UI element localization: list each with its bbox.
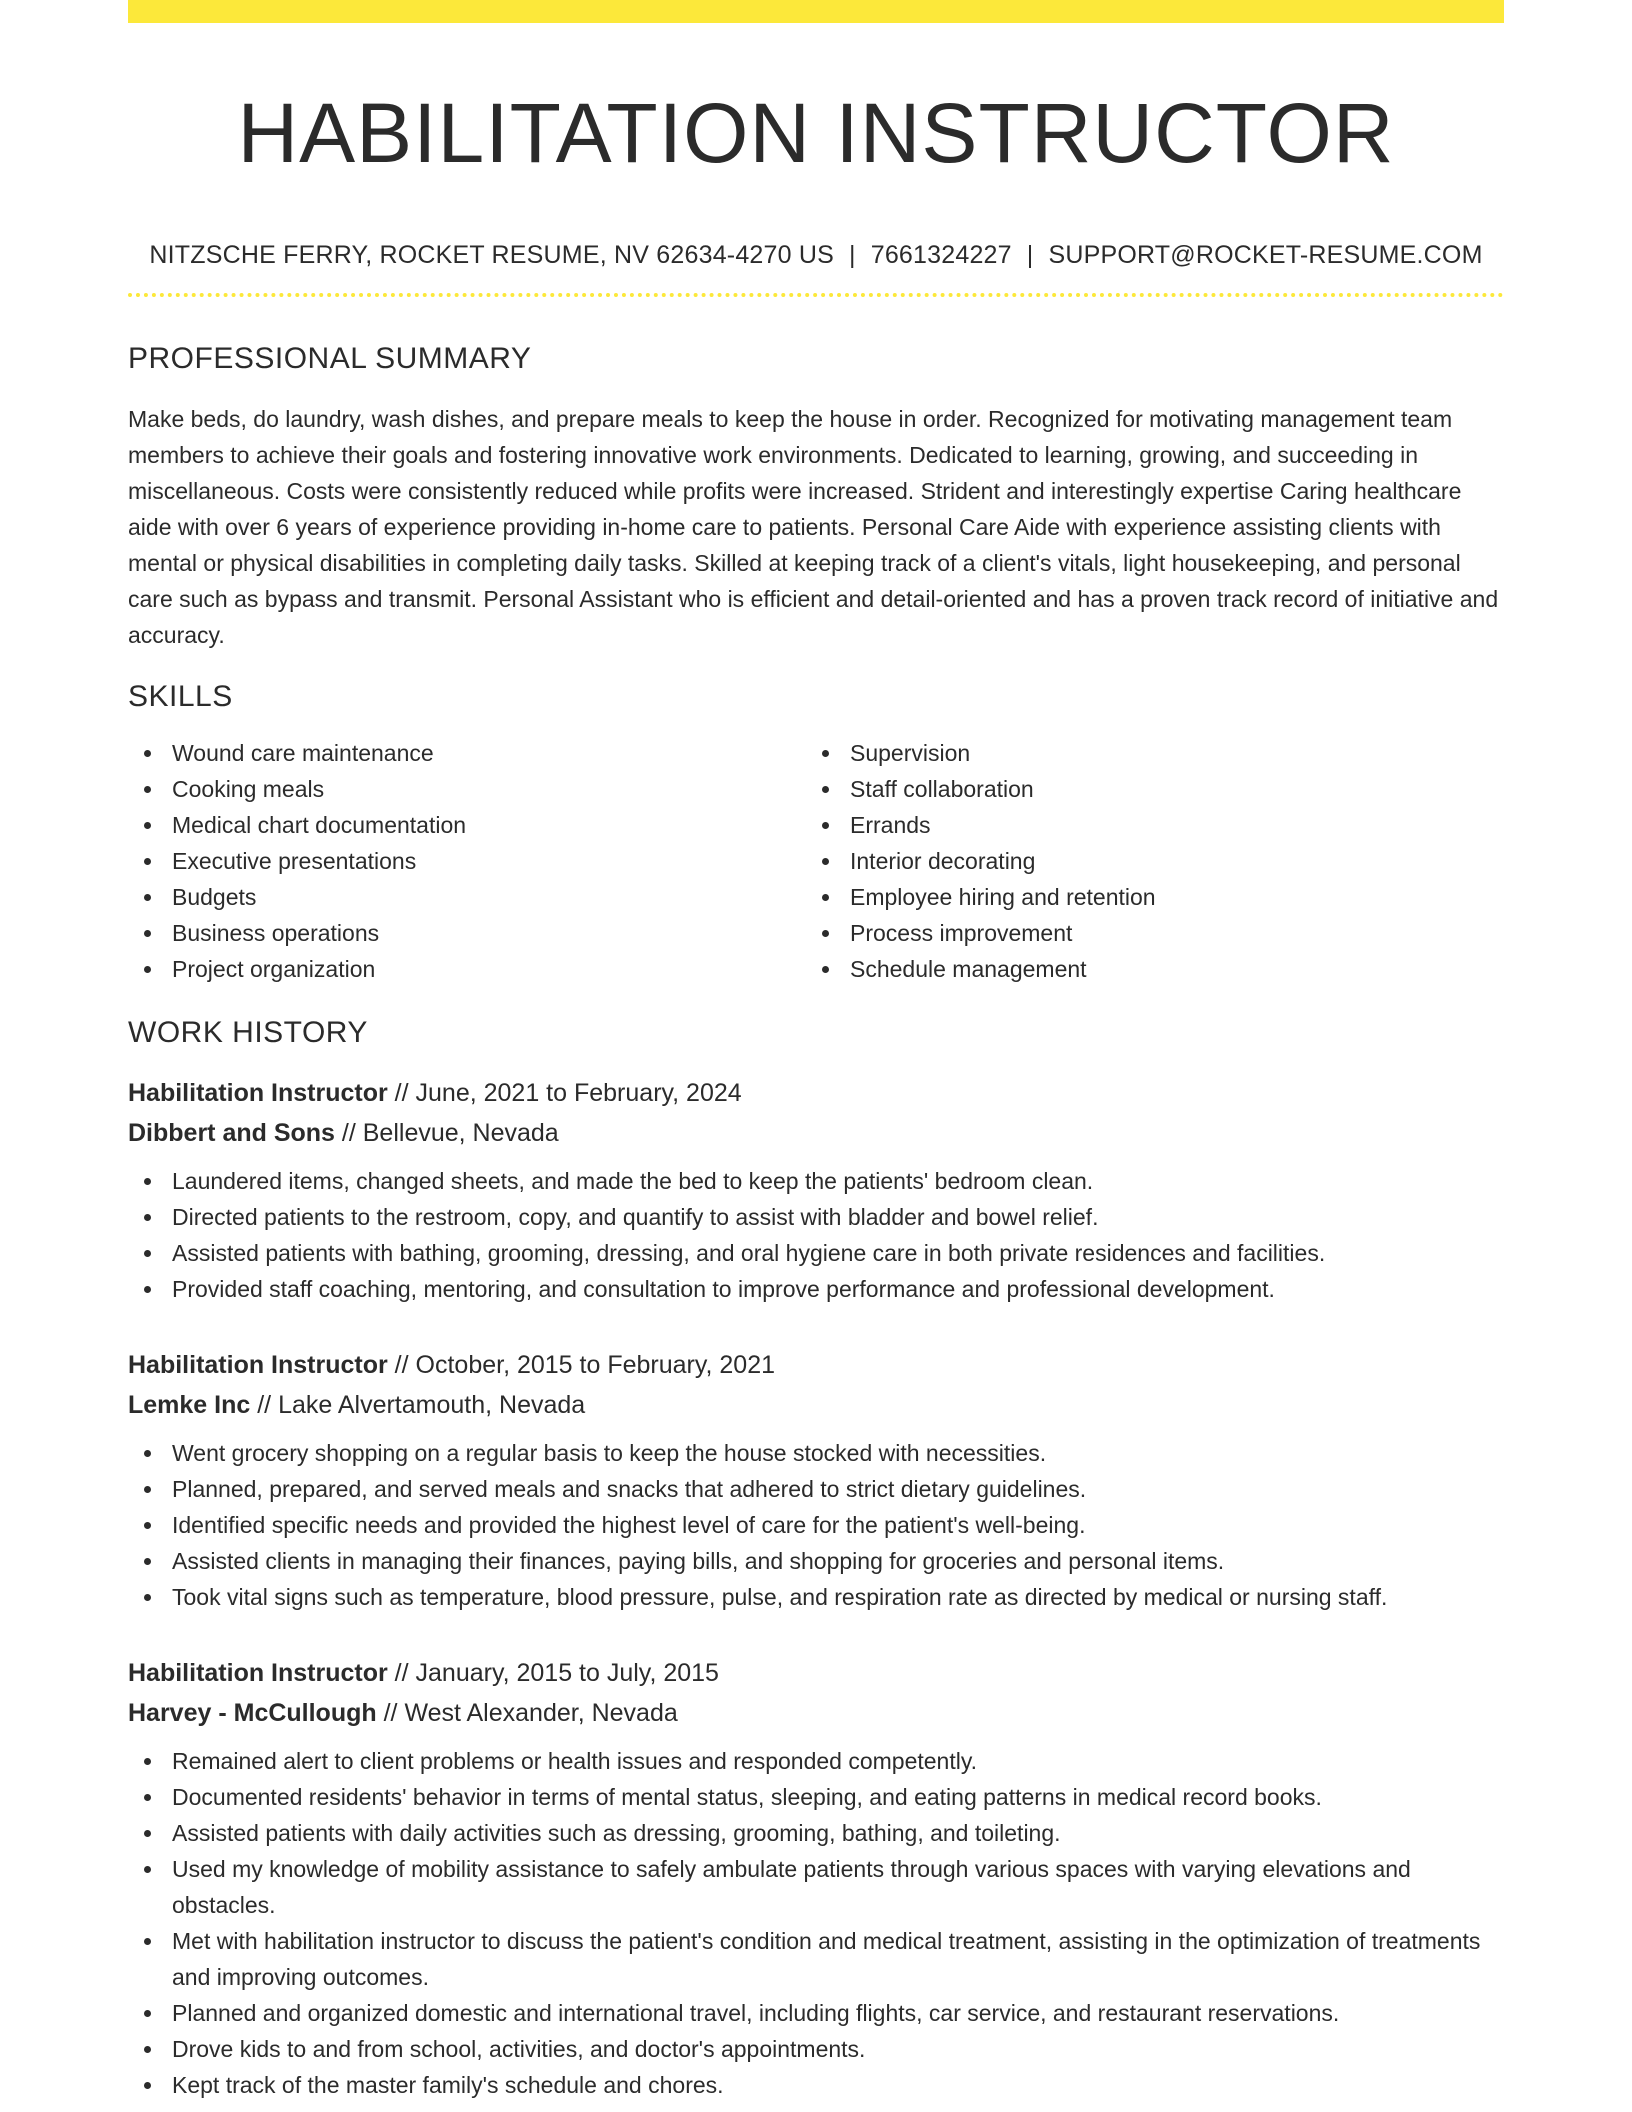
job-role: Habilitation Instructor [128, 1659, 388, 1687]
job-duty-item: Assisted patients with daily activities such as dressing, grooming, bathing, and toileting. [128, 1815, 1504, 1851]
job-duty-item: Planned and organized domestic and international travel, including flights, car service, and restaurant reservations. [128, 1995, 1504, 2031]
skills-column-right [806, 735, 1484, 987]
skill-item: Project organization [128, 951, 806, 987]
job-duties [128, 1743, 1504, 2103]
job-duty-item: Took vital signs such as temperature, blood pressure, pulse, and respiration rate as directed by medical or nursing staff. [128, 1579, 1504, 1615]
work-history-heading: WORK HISTORY [128, 1016, 368, 1049]
skill-item: Supervision [806, 735, 1484, 771]
summary-heading: PROFESSIONAL SUMMARY [128, 342, 532, 375]
job-company: Harvey - McCullough [128, 1699, 377, 1727]
job-duty-item: Met with habilitation instructor to discuss the patient's condition and medical treatment, assisting in the optimization of treatments and improving outcomes. [128, 1923, 1504, 1995]
job-role: Habilitation Instructor [128, 1079, 388, 1107]
job-company-line [128, 1385, 1504, 1425]
skill-item: Schedule management [806, 951, 1484, 987]
accent-bar [128, 0, 1504, 23]
job-duty-item: Drove kids to and from school, activities, and doctor's appointments. [128, 2031, 1504, 2067]
job-role: Habilitation Instructor [128, 1351, 388, 1379]
job-duty-item: Directed patients to the restroom, copy, and quantify to assist with bladder and bowel relief. [128, 1199, 1504, 1235]
skill-item: Errands [806, 807, 1484, 843]
job-duty-item: Kept track of the master family's schedule and chores. [128, 2067, 1504, 2103]
contact-separator: | [849, 241, 856, 269]
skill-item: Staff collaboration [806, 771, 1484, 807]
work-history-list [128, 1073, 1504, 2103]
skill-item: Cooking meals [128, 771, 806, 807]
job-location: // Bellevue, Nevada [334, 1119, 559, 1147]
job-company-line [128, 1113, 1504, 1153]
skill-item: Business operations [128, 915, 806, 951]
job-duty-item: Laundered items, changed sheets, and made the bed to keep the patients' bedroom clean. [128, 1163, 1504, 1199]
job-duty-item: Documented residents' behavior in terms of mental status, sleeping, and eating patterns in medical record books. [128, 1779, 1504, 1815]
job-company: Dibbert and Sons [128, 1119, 335, 1147]
job-duties [128, 1163, 1504, 1307]
job-entry [128, 1653, 1504, 2103]
contact-line [128, 239, 1504, 271]
skill-item: Wound care maintenance [128, 735, 806, 771]
dotted-divider [128, 293, 1504, 297]
job-location: // West Alexander, Nevada [376, 1699, 678, 1727]
job-duty-item: Identified specific needs and provided the highest level of care for the patient's well-being. [128, 1507, 1504, 1543]
job-company: Lemke Inc [128, 1391, 251, 1419]
job-dates: // October, 2015 to February, 2021 [387, 1351, 776, 1379]
skill-item: Budgets [128, 879, 806, 915]
skill-item: Interior decorating [806, 843, 1484, 879]
skills-column-left [128, 735, 806, 987]
skill-item: Employee hiring and retention [806, 879, 1484, 915]
job-entry [128, 1345, 1504, 1615]
skill-item: Executive presentations [128, 843, 806, 879]
job-dates: // June, 2021 to February, 2024 [387, 1079, 742, 1107]
job-duties [128, 1435, 1504, 1615]
job-duty-item: Remained alert to client problems or health issues and responded competently. [128, 1743, 1504, 1779]
contact-address: NITZSCHE FERRY, ROCKET RESUME, NV 62634-4270 US [149, 241, 835, 269]
skills-heading: SKILLS [128, 680, 233, 713]
job-title-line [128, 1073, 1504, 1113]
job-duty-item: Used my knowledge of mobility assistance to safely ambulate patients through various spaces with varying elevations and obstacles. [128, 1851, 1504, 1923]
skills-list [128, 735, 1504, 987]
job-title-line [128, 1345, 1504, 1385]
job-duty-item: Went grocery shopping on a regular basis to keep the house stocked with necessities. [128, 1435, 1504, 1471]
skill-item: Medical chart documentation [128, 807, 806, 843]
contact-separator: | [1026, 241, 1034, 269]
contact-phone: 7661324227 [870, 241, 1012, 269]
job-title-line [128, 1653, 1504, 1693]
job-location: // Lake Alvertamouth, Nevada [250, 1391, 586, 1419]
job-duty-item: Provided staff coaching, mentoring, and consultation to improve performance and professional development. [128, 1271, 1504, 1307]
job-duty-item: Assisted patients with bathing, grooming, dressing, and oral hygiene care in both private residences and facilities. [128, 1235, 1504, 1271]
summary-text: Make beds, do laundry, wash dishes, and prepare meals to keep the house in order. Recognized for motivating management team members to achieve their goals and fostering innovative work environments. Dedicated to learning, growing, and succeeding in miscellaneous. Costs were consistently reduced while profits were increased. Strident and interestingly expertise Caring healthcare aide with over 6 years of experience providing in-home care to patients. Personal Care Aide with experience assisting clients with mental or physical disabilities in completing daily tasks. Skilled at keeping track of a client's vitals, light housekeeping, and personal care such as bypass and transmit. Personal Assistant who is efficient and detail-oriented and has a proven track record of initiative and accuracy. [128, 406, 1499, 648]
job-duty-item: Planned, prepared, and served meals and snacks that adhered to strict dietary guidelines. [128, 1471, 1504, 1507]
skill-item: Process improvement [806, 915, 1484, 951]
job-dates: // January, 2015 to July, 2015 [387, 1659, 719, 1687]
resume-title: HABILITATION INSTRUCTOR [237, 86, 1395, 180]
job-entry [128, 1073, 1504, 1307]
job-company-line [128, 1693, 1504, 1733]
contact-email: SUPPORT@ROCKET-RESUME.COM [1048, 241, 1483, 269]
resume-page [128, 0, 1504, 2112]
job-duty-item: Assisted clients in managing their finances, paying bills, and shopping for groceries and personal items. [128, 1543, 1504, 1579]
